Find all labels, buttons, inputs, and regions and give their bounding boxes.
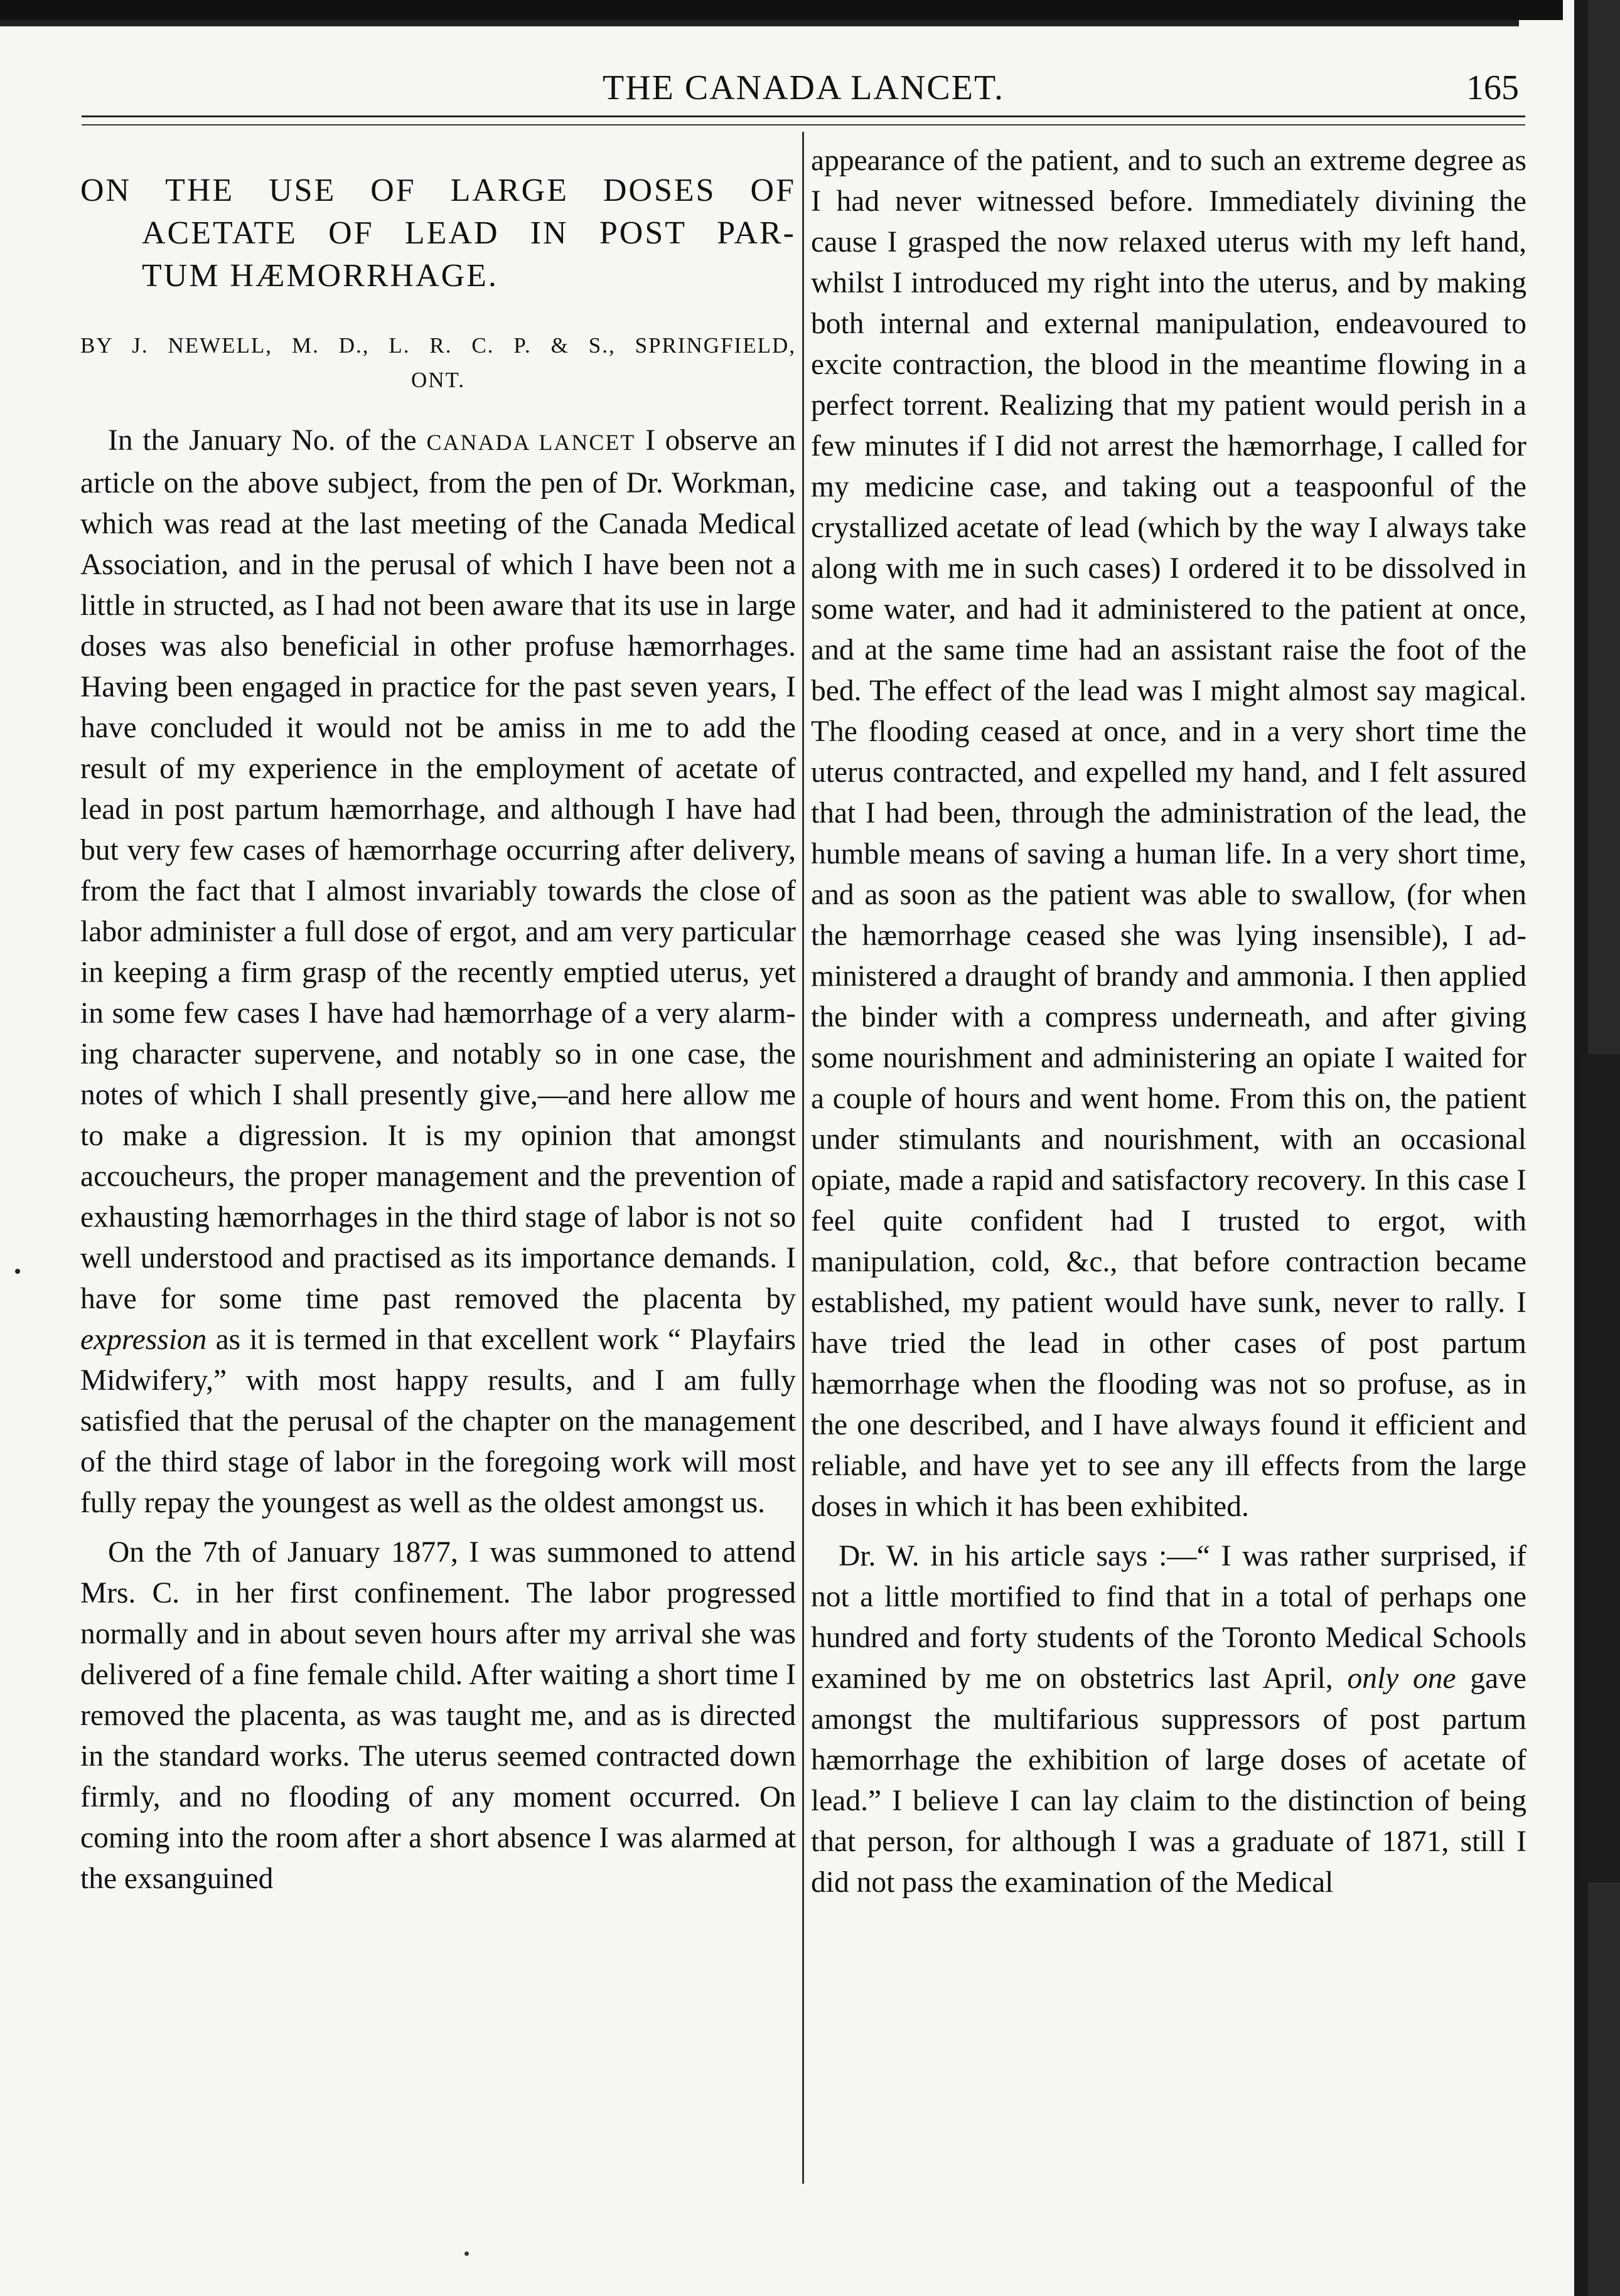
journal-name-smallcaps: CANADA LANCET bbox=[426, 430, 636, 455]
right-column bbox=[811, 141, 1526, 1903]
paragraph: On the 7th of January 1877, I was summoned to attend Mrs. C. in her first confinement. The labor progressed normally and in about seven hours after my arrival she was delivered of a fine female child. After waiting a short time I removed the placenta, as was taught me, and as is directed in the standard works. The uterus seemed contracted down firmly, and no flooding of any moment occurred. On coming into the room after a short absence I was alarmed at the exsanguined bbox=[80, 1536, 796, 1895]
scan-right-edge-shadow bbox=[1582, 1054, 1620, 1882]
paragraph bbox=[811, 1536, 1526, 1903]
text-run: In the January No. of the bbox=[108, 424, 427, 457]
scan-top-border-lower bbox=[0, 20, 1519, 26]
article-byline bbox=[80, 328, 796, 397]
text-run: as it is termed in that excellent work “ Playfairs Midwifery,” with most happy results, and I am fully satisfied that the perusal of the chapter on the management of the third stage of labor in the foregoing work will most fully repay the youngest as well as the oldest amongst us. bbox=[80, 1323, 796, 1519]
article-title-line-3: TUM HÆMORRHAGE. bbox=[142, 258, 498, 294]
article-title-line-1: ON THE USE OF LARGE DOSES OF bbox=[80, 173, 796, 208]
emphasis: only one bbox=[1347, 1662, 1456, 1695]
text-run: gave amongst the multifarious suppressors of post partum hæmorrhage the exhibition of large doses of acetate of lead.” I believe I can lay claim to the distinction of being that person, for although I was a graduate of 1871, still I did not pass the examination of the Medical bbox=[811, 1662, 1526, 1899]
paragraph: appearance of the patient, and to such an extreme degree as I had never witnessed before. Immediately divining the cause I grasped the now relaxed uterus with my left hand, whilst I introduced my right into the uterus, and by making both internal and external manipulation, endeavoured to excite contraction, the blood in the meantime flowing in a perfect torrent. Realizing that my patient would perish in a few minutes if I did not arrest the hæmorrhage, I called for my medicine case, and taking out a teaspoonful of the crystallized acetate of lead (which by the way I always take along with me in such cases) I ordered it to be dissolved in some water, and had it administered to the patient at once, and at the same time had an assistant raise the foot of the bed. The effect of the lead was I might almost say magical. The flooding ceased at once, and in a very short time the uterus contracted, and expelled my hand, and I felt assured that I had been, through the administration of the lead, the humble means of saving a human life. In a very short time, and as soon as the patient was able to swallow, (for when the hæmorrhage ceased she was lying insensible), I administered a draught of brandy and ammonia. I then applied the binder with a compress underneath, and after giving some nourishment and administering an opiate I waited for a couple of hours and went home. From this on, the patient under stimulants and nourishment, with an occasional opiate, made a rapid and satisfactory recovery. In this case I feel quite confident had I trusted to ergot, with manipulation, cold, &c., that before contraction became established, my patient would have sunk, never to rally. I have tried the lead in other cases of post partum hæmorrhage when the flooding was not so profuse, as in the one described, and I have always found it efficient and reliable, and have yet to see any ill effects from the large doses in which it has been exhibited. bbox=[811, 144, 1526, 1523]
scan-top-border bbox=[0, 0, 1620, 20]
article-title-line-2: ACETATE OF LEAD IN POST PAR- bbox=[142, 215, 796, 251]
byline-line-1: BY J. NEWELL, M. D., L. R. C. P. & S., SPRINGFIELD, bbox=[80, 333, 796, 358]
text-run: Dr. W. in his article says :—“ I was rather surprised, if not a little mortified to find that in a total of perhaps one hundred and forty students of the Toronto Medical Schools examined by me on obstetrics last April, bbox=[811, 1540, 1526, 1695]
journal-title: THE CANADA LANCET. bbox=[602, 68, 1005, 107]
left-column bbox=[80, 420, 796, 1899]
byline-line-2: ONT. bbox=[410, 368, 466, 392]
page-number: 165 bbox=[1466, 68, 1519, 107]
column-divider bbox=[802, 132, 804, 2184]
bottom-speck bbox=[464, 2251, 469, 2256]
paragraph bbox=[80, 420, 796, 1524]
header-rule-thick bbox=[82, 115, 1525, 117]
text-run: I observe an article on the above subject, from the pen of Dr. Workman, which was read at the last meeting of the Canada Medical Association, and in the perusal of which I have been not a little in structed, as I had not been aware that its use in large doses was also beneficial in other profuse hæmorrhages. Having been engaged in practice for the past seven years, I have concluded it would not be amiss in me to add the result of my experience in the employment of acetate of lead in post partum hæmorrhage, and although I have had but very few cases of hæmorrhage occurring after delivery, from the fact that I almost invariably towards the close of labor administer a full dose of ergot, and am very particular in keeping a firm grasp of the recently emptied uterus, yet in some few cases I have had hæmorrhage of a very alarming character supervene, and notably so in one case, the notes of which I shall presently give,—and here allow me to make a digression. It is my opinion that amongst accoucheurs, the proper management and the prevention of exhausting hæmorrhages in the third stage of labor is not so well understood and practised as its importance demands. I have for some time past removed the placenta by bbox=[80, 424, 796, 1315]
margin-speck bbox=[15, 1269, 20, 1274]
emphasis: expression bbox=[80, 1323, 207, 1356]
running-header bbox=[82, 68, 1525, 112]
article-title bbox=[80, 169, 796, 297]
header-rule-thin bbox=[82, 124, 1525, 125]
